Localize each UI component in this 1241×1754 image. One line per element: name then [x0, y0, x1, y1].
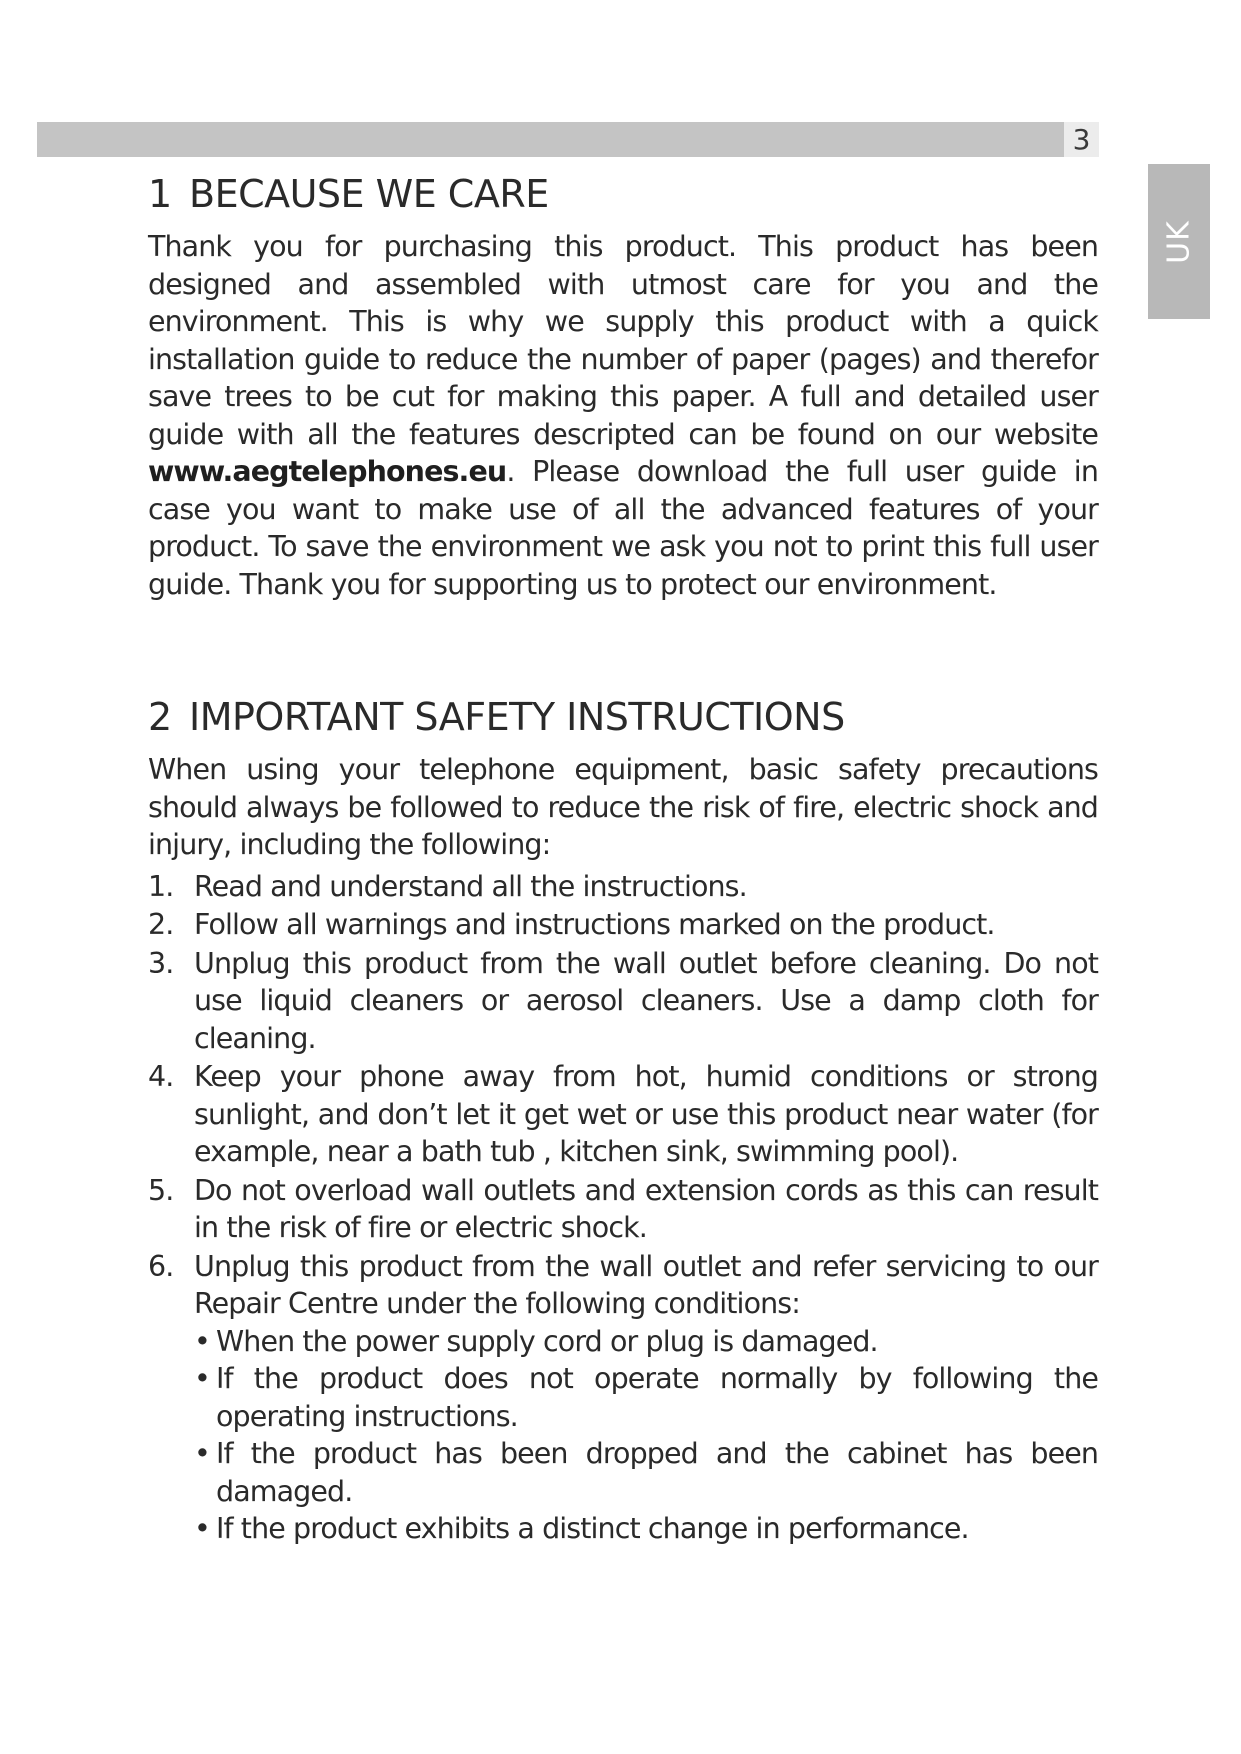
- section-heading: [148, 691, 1098, 743]
- safety-item: [148, 906, 1098, 944]
- item-text: Unplug this product from the wall outlet before cleaning. Do not use liquid cleaners or aerosol cleaners. Use a damp cloth for cleaning.: [194, 946, 1098, 1055]
- intro-paragraph: [148, 228, 1098, 603]
- item-index: 1.: [148, 869, 174, 903]
- page-number: 3: [1064, 122, 1099, 157]
- section-title: BECAUSE WE CARE: [189, 172, 549, 216]
- language-tab-label: UK: [1161, 219, 1197, 264]
- item-text: Keep your phone away from hot, humid conditions or strong sunlight, and don’t let it get wet or use this product near water (for example, near a bath tub , kitchen sink, swimming pool).: [194, 1060, 1098, 1168]
- section-because-we-care: [148, 168, 1098, 603]
- paragraph-text-continued: . Please download the full user guide in case you want to make use of all the advanced features of your product. To save the environment we ask you not to print this full user guide. Thank you for supporting us to protect our environment.: [148, 455, 1098, 601]
- safety-item: [148, 1172, 1098, 1247]
- item-index: 2.: [148, 908, 174, 941]
- header-bar: [37, 122, 1099, 157]
- page-content: [148, 168, 1098, 1549]
- section-safety-instructions: [148, 691, 1098, 1548]
- safety-item: [148, 868, 1098, 906]
- safety-item: [148, 1248, 1098, 1548]
- section-number: 2: [148, 695, 172, 739]
- section-title: IMPORTANT SAFETY INSTRUCTIONS: [189, 695, 845, 739]
- condition-list: [194, 1323, 1098, 1548]
- safety-item: [148, 1058, 1098, 1171]
- section-heading: [148, 168, 1098, 220]
- website-url: www.aegtelephones.eu: [148, 455, 507, 488]
- item-index: 6.: [148, 1249, 174, 1283]
- safety-list: [148, 868, 1098, 1548]
- condition-item: • If the product has been dropped and the cabinet has been damaged.: [194, 1435, 1098, 1510]
- language-tab: [1148, 164, 1210, 319]
- condition-item: • If the product does not operate normally by following the operating instructions.: [194, 1360, 1098, 1435]
- item-text: Do not overload wall outlets and extension cords as this can result in the risk of fire or electric shock.: [194, 1173, 1098, 1244]
- condition-item: • When the power supply cord or plug is damaged.: [194, 1323, 1098, 1361]
- item-text: Unplug this product from the wall outlet and refer servicing to our Repair Centre under the following conditions:: [194, 1249, 1098, 1320]
- safety-intro: When using your telephone equipment, basic safety precautions should always be followed to reduce the risk of fire, electric shock and injury, including the following:: [148, 753, 1098, 861]
- item-text: Read and understand all the instructions.: [194, 869, 747, 903]
- condition-item: • If the product exhibits a distinct change in performance.: [194, 1510, 1098, 1548]
- safety-item: [148, 945, 1098, 1058]
- item-text: Follow all warnings and instructions marked on the product.: [194, 908, 995, 941]
- paragraph-text: Thank you for purchasing this product. This product has been designed and assembled with utmost care for you and the environment. This is why we supply this product with a quick installation guide to reduce the number of paper (pages) and therefor save trees to be cut for making this paper. A full and detailed user guide with all the features descripted can be found on our website: [148, 230, 1098, 451]
- item-index: 5.: [148, 1173, 174, 1207]
- item-index: 3.: [148, 946, 174, 980]
- item-index: 4.: [148, 1060, 174, 1093]
- section-number: 1: [148, 172, 172, 216]
